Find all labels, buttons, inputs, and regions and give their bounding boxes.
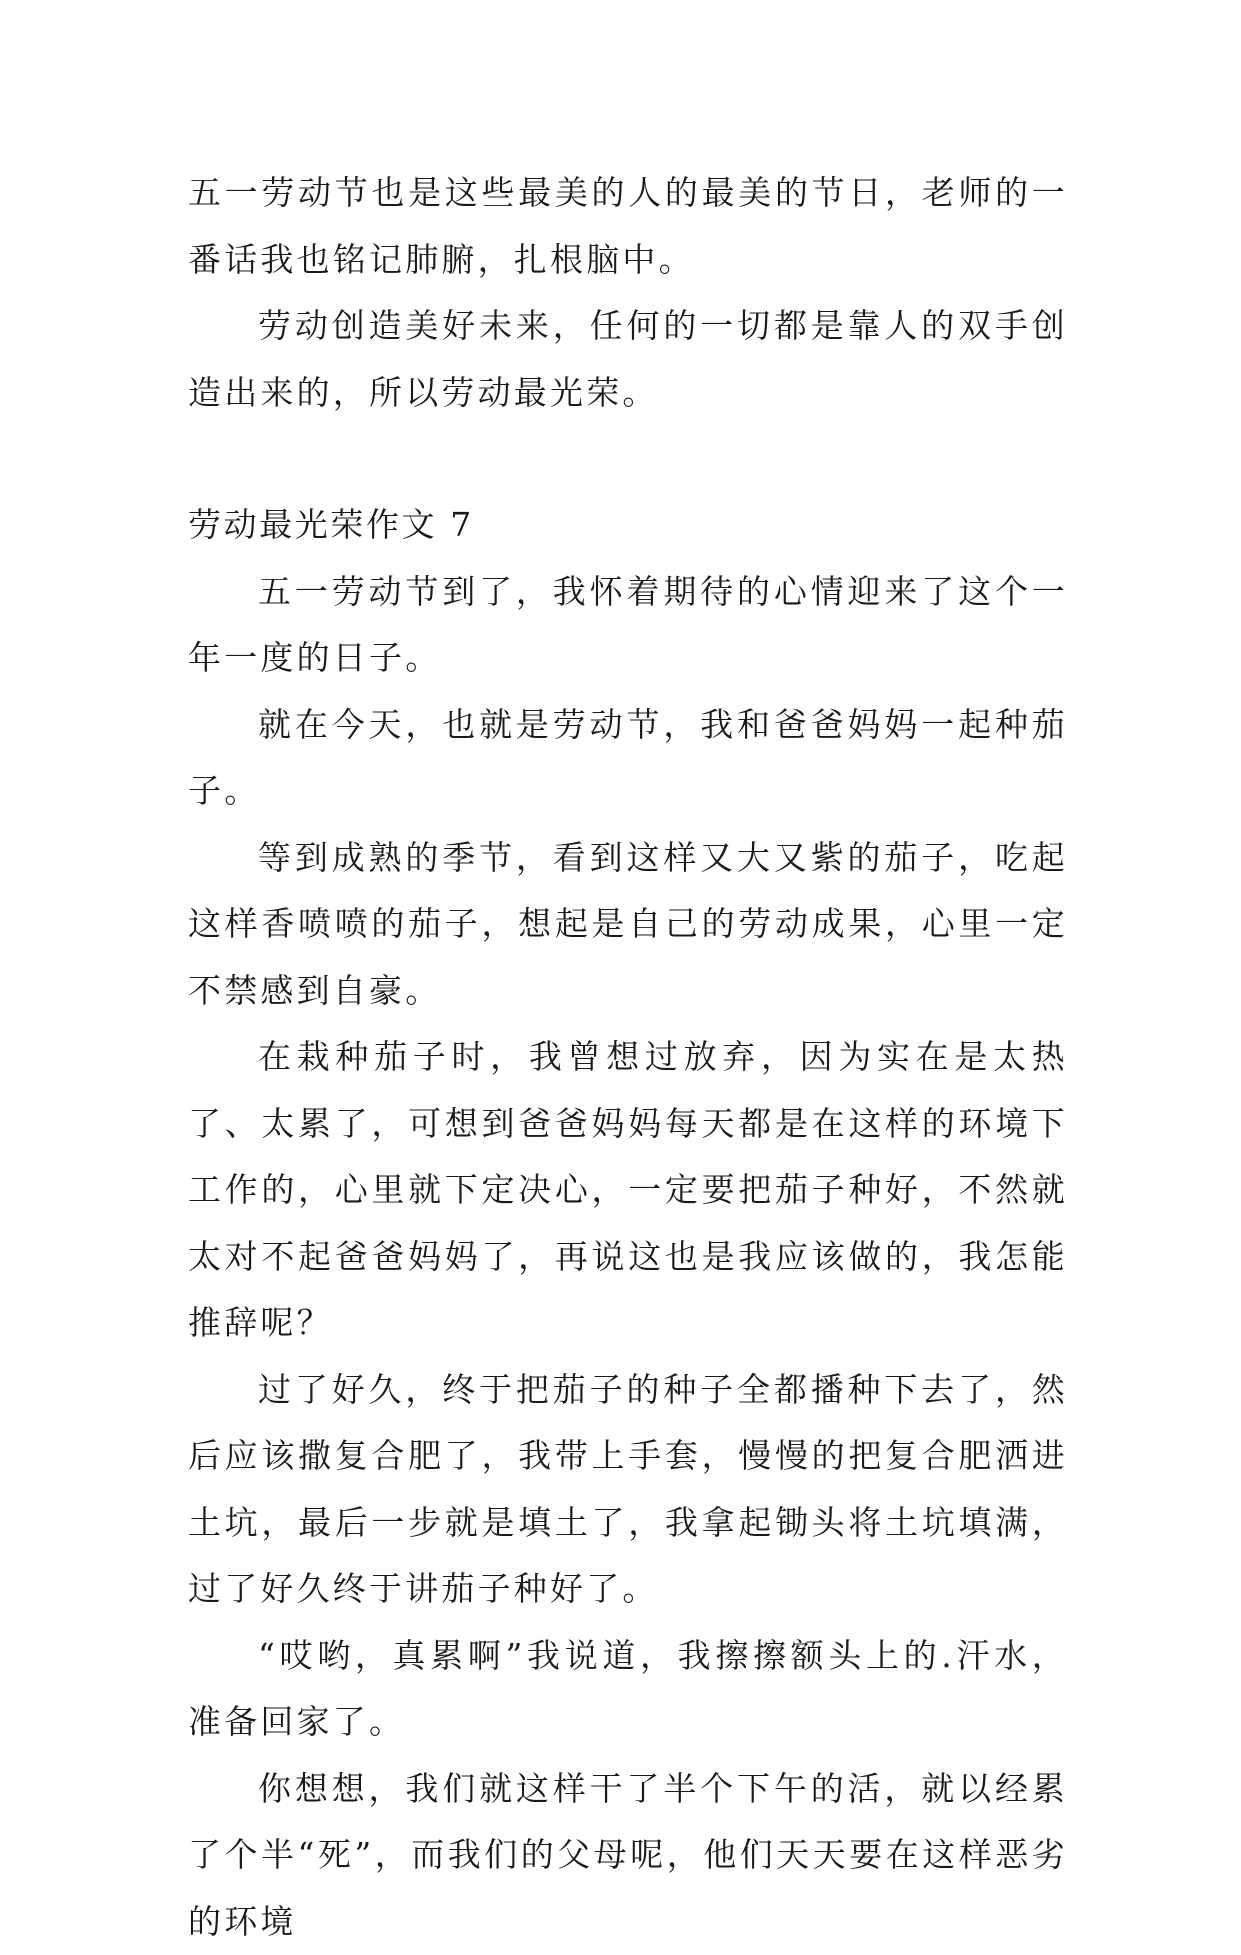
paragraph: 五一劳动节到了，我怀着期待的心情迎来了这个一年一度的日子。 bbox=[188, 559, 1068, 692]
paragraph-continuation: 五一劳动节也是这些最美的人的最美的节日，老师的一番话我也铭记肺腑，扎根脑中。 bbox=[188, 160, 1068, 293]
paragraph: 劳动创造美好未来，任何的一切都是靠人的双手创造出来的，所以劳动最光荣。 bbox=[188, 293, 1068, 426]
paragraph: 你想想，我们就这样干了半个下午的活，就以经累了个半“死”，而我们的父母呢，他们天天要在这样恶劣的环境 bbox=[188, 1756, 1068, 1955]
section-heading: 劳动最光荣作文 7 bbox=[188, 492, 1068, 559]
paragraph: 等到成熟的季节，看到这样又大又紫的茄子，吃起这样香喷喷的茄子，想起是自己的劳动成果，心里一定不禁感到自豪。 bbox=[188, 825, 1068, 1025]
paragraph: 在栽种茄子时，我曾想过放弃，因为实在是太热了、太累了，可想到爸爸妈妈每天都是在这样的环境下工作的，心里就下定决心，一定要把茄子种好，不然就太对不起爸爸妈妈了，再说这也是我应该做的，我怎能推辞呢？ bbox=[188, 1024, 1068, 1357]
paragraph: 过了好久，终于把茄子的种子全都播种下去了，然后应该撒复合肥了，我带上手套，慢慢的把复合肥洒进土坑，最后一步就是填土了，我拿起锄头将土坑填满，过了好久终于讲茄子种好了。 bbox=[188, 1357, 1068, 1623]
text-column bbox=[188, 160, 1068, 1955]
paragraph: “哎哟，真累啊”我说道，我擦擦额头上的.汗水，准备回家了。 bbox=[188, 1623, 1068, 1756]
paragraph: 就在今天，也就是劳动节，我和爸爸妈妈一起种茄子。 bbox=[188, 692, 1068, 825]
